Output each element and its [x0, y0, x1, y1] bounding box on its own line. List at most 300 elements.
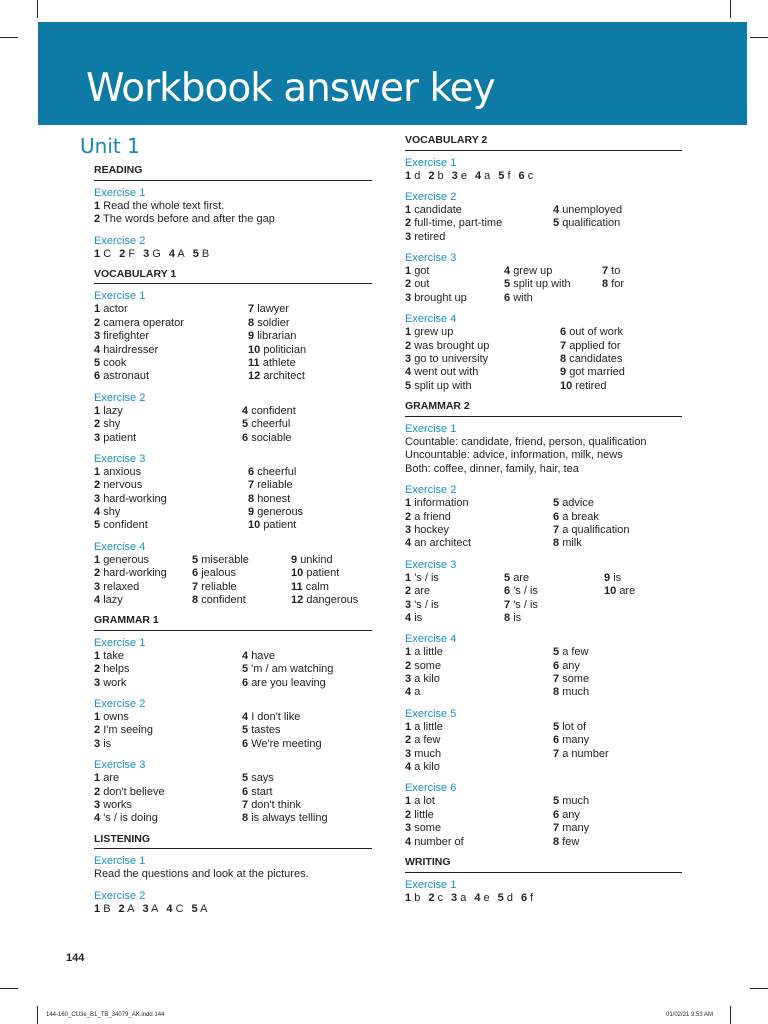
answer-row — [405, 612, 682, 625]
answer-number: 8 — [248, 492, 255, 505]
answer-text: Read the whole text first. — [103, 199, 225, 212]
answer-item — [242, 405, 296, 419]
answer-text: work — [103, 676, 127, 689]
section-heading-vocabulary-2: VOCABULARY 2 — [405, 134, 682, 151]
answer-item — [405, 231, 445, 245]
answer-item — [94, 567, 167, 581]
answer-item — [94, 317, 184, 331]
answer-item — [604, 572, 621, 586]
answer-item — [504, 572, 529, 586]
answer-number: 6 — [248, 465, 255, 478]
answer-text: hockey — [414, 523, 450, 536]
answer-row — [405, 217, 682, 230]
answer-number: 4 — [405, 537, 412, 550]
exercise-title: Exercise 6 — [405, 782, 457, 795]
answer-text: I don't like — [251, 711, 301, 724]
answer-text: a kilo — [414, 673, 440, 686]
answer-number: 3 — [94, 737, 101, 750]
exercise-block — [405, 483, 682, 551]
answer-number: 2 — [405, 659, 412, 672]
answer-item — [94, 200, 372, 214]
answer-item — [405, 809, 434, 823]
answer-row — [405, 585, 682, 598]
answer-text: few — [562, 835, 580, 848]
answer-item — [553, 511, 599, 525]
answer-number: 5 — [504, 278, 511, 291]
answer-row — [94, 248, 372, 261]
answer-number: 6 — [504, 585, 511, 598]
answer-item — [405, 278, 429, 292]
answer-item — [452, 170, 467, 183]
answer-row — [94, 506, 372, 519]
answer-number: 2 — [405, 339, 412, 352]
exercise-title: Exercise 3 — [94, 452, 146, 465]
answer-text: full-time, part-time — [414, 217, 503, 230]
answer-item — [94, 711, 129, 725]
answer-number: 7 — [504, 598, 511, 611]
answer-item — [553, 204, 622, 218]
answer-text: B — [103, 902, 111, 915]
exercise-block — [94, 540, 372, 608]
answer-item — [405, 537, 471, 551]
answer-row — [405, 673, 682, 686]
answer-text: split up with — [513, 278, 571, 291]
answer-row — [405, 231, 682, 244]
answer-number: 1 — [94, 711, 101, 724]
answer-number: 3 — [405, 598, 412, 611]
answer-item — [560, 353, 622, 367]
exercise-block — [405, 878, 682, 905]
answer-row — [94, 344, 372, 357]
answer-text: a lot — [414, 795, 435, 808]
answer-text: unkind — [300, 553, 333, 566]
crop-mark — [730, 0, 731, 18]
answer-text: many — [562, 734, 590, 747]
answer-number: 10 — [248, 343, 261, 356]
answer-number: 6 — [560, 326, 567, 339]
answer-row — [94, 519, 372, 532]
answer-number: 3 — [451, 169, 458, 182]
answer-text: athlete — [262, 356, 296, 369]
answer-row — [94, 405, 372, 418]
exercise-title: Exercise 3 — [94, 759, 146, 772]
answer-item — [94, 248, 111, 261]
answer-text: a number — [562, 747, 609, 760]
answer-number: 6 — [242, 785, 249, 798]
answer-number: 5 — [497, 891, 504, 904]
answer-item — [504, 292, 533, 306]
answer-item — [405, 599, 439, 613]
answer-number: 1 — [405, 265, 412, 278]
answer-number: 4 — [504, 265, 511, 278]
answer-number: 6 — [518, 169, 525, 182]
answer-row — [94, 594, 372, 607]
exercise-title: Exercise 2 — [94, 698, 146, 711]
answer-text: got — [414, 265, 430, 278]
answer-item — [94, 812, 158, 826]
answer-text: information — [414, 497, 469, 510]
answer-text: out — [414, 278, 430, 291]
answer-number: 3 — [405, 523, 412, 536]
answer-text: out of work — [569, 326, 623, 339]
answer-text: d — [506, 891, 513, 904]
answer-item — [504, 278, 571, 292]
answer-item — [498, 170, 510, 183]
answer-text: cheerful — [251, 418, 291, 431]
answer-item — [553, 809, 580, 823]
answer-item — [560, 340, 621, 354]
answer-number: 1 — [94, 465, 101, 478]
answer-item — [405, 660, 441, 674]
answer-number: 4 — [474, 169, 482, 182]
answer-text: a — [414, 686, 421, 699]
answer-item — [291, 554, 333, 568]
answer-number: 7 — [553, 747, 560, 760]
answer-item — [602, 265, 620, 279]
answer-text: 's / is — [513, 585, 538, 598]
answer-number: 6 — [553, 510, 560, 523]
answer-text: went out with — [414, 366, 479, 379]
answer-row — [94, 418, 372, 431]
answer-row — [405, 524, 682, 537]
answer-number: 2 — [118, 902, 125, 915]
unit-title: Unit 1 — [80, 134, 140, 158]
answer-row — [94, 554, 372, 567]
answer-row — [94, 738, 372, 751]
answer-text: A — [177, 247, 185, 260]
answer-number: 6 — [553, 659, 560, 672]
answer-number: 6 — [504, 291, 511, 304]
answer-row — [94, 799, 372, 812]
answer-item — [405, 217, 502, 231]
exercise-title: Exercise 1 — [94, 186, 146, 199]
answer-item — [405, 795, 435, 809]
answer-text: patient — [263, 519, 297, 532]
answer-row — [405, 380, 682, 393]
answer-row — [94, 317, 372, 330]
answer-number: 6 — [192, 567, 199, 580]
answer-text: any — [562, 659, 580, 672]
section-heading-vocabulary-1: VOCABULARY 1 — [94, 268, 372, 285]
answer-item — [428, 892, 443, 905]
answer-text: 'm / am watching — [251, 663, 334, 676]
exercise-title: Exercise 3 — [405, 252, 457, 265]
answer-item — [248, 317, 290, 331]
exercise-title: Exercise 1 — [94, 855, 146, 868]
answer-item — [248, 303, 289, 317]
answer-item — [192, 567, 236, 581]
answer-number: 1 — [94, 649, 101, 662]
exercise-block — [94, 636, 372, 690]
header-banner — [38, 22, 747, 125]
answer-row — [94, 479, 372, 492]
answer-text: generous — [103, 553, 150, 566]
answer-text: have — [251, 649, 276, 662]
answer-number: 4 — [553, 203, 560, 216]
answer-text: C — [103, 247, 112, 260]
answer-number: 3 — [405, 822, 412, 835]
answer-item — [94, 772, 119, 786]
answer-text: A — [200, 902, 208, 915]
answer-text: dangerous — [306, 594, 359, 607]
answer-row — [94, 903, 372, 916]
answer-item — [242, 432, 292, 446]
answer-text: a little — [414, 646, 443, 659]
answer-row — [94, 330, 372, 343]
answer-number: 9 — [604, 571, 611, 584]
answer-text: an architect — [414, 537, 472, 550]
answer-number: 5 — [242, 772, 249, 785]
exercise-block — [405, 781, 682, 849]
answer-item — [405, 497, 469, 511]
answer-text: start — [251, 785, 273, 798]
answer-number: 5 — [192, 247, 199, 260]
answer-row — [405, 836, 682, 849]
answer-text: G — [152, 247, 161, 260]
answer-number: 5 — [504, 571, 511, 584]
answer-item — [405, 673, 440, 687]
answer-text: We're meeting — [251, 737, 322, 750]
answer-number: 3 — [451, 891, 458, 904]
answer-text: firefighter — [103, 330, 150, 343]
answer-text: patient — [103, 431, 137, 444]
answer-number: 3 — [94, 492, 101, 505]
answer-text: I'm seeing — [103, 724, 153, 737]
answer-text: go to university — [414, 353, 489, 366]
answer-text: is always telling — [251, 812, 328, 825]
answer-number: 7 — [192, 580, 199, 593]
answer-text: hairdresser — [103, 343, 159, 356]
answer-number: 8 — [192, 594, 199, 607]
answer-text: c — [527, 169, 534, 182]
answer-text: with — [513, 291, 533, 304]
answer-row — [405, 537, 682, 550]
answer-row — [94, 772, 372, 785]
answer-number: 2 — [119, 247, 126, 260]
answer-number: 2 — [94, 479, 101, 492]
answer-number: 8 — [560, 353, 567, 366]
exercise-block — [405, 190, 682, 244]
answer-row — [405, 721, 682, 734]
answer-number: 4 — [94, 594, 101, 607]
answer-number: 8 — [504, 611, 511, 624]
answer-text: confident — [103, 519, 148, 532]
answer-text: are — [414, 585, 431, 598]
answer-text: a few — [562, 646, 589, 659]
answer-item — [474, 892, 489, 905]
answer-number: 7 — [553, 673, 560, 686]
answer-number: 7 — [560, 339, 567, 352]
answer-item — [94, 213, 372, 227]
answer-number: 2 — [405, 808, 412, 821]
answer-number: 3 — [94, 330, 101, 343]
answer-item — [405, 734, 440, 748]
answer-text: number of — [414, 835, 464, 848]
answer-text: is — [613, 571, 622, 584]
answer-number: 3 — [143, 247, 150, 260]
answer-text: a — [484, 169, 491, 182]
exercise-title: Exercise 2 — [405, 190, 457, 203]
answer-text: tastes — [251, 724, 281, 737]
answer-text: qualification — [562, 217, 621, 230]
answer-item — [405, 463, 682, 477]
answer-number: 8 — [553, 537, 560, 550]
answer-row — [405, 734, 682, 747]
answer-item — [553, 734, 589, 748]
answer-text: politician — [263, 343, 307, 356]
answer-item — [405, 170, 420, 183]
answer-item — [248, 493, 290, 507]
answer-text: much — [562, 795, 590, 808]
answer-number: 5 — [242, 724, 249, 737]
answer-number: 1 — [405, 169, 412, 182]
answer-number: 4 — [242, 404, 249, 417]
answer-item — [94, 786, 165, 800]
answer-row — [405, 292, 682, 305]
answer-text: Read the questions and look at the pictures. — [94, 868, 309, 881]
answer-item — [405, 646, 443, 660]
answer-number: 1 — [405, 571, 412, 584]
answer-item — [94, 466, 141, 480]
answer-item — [94, 519, 148, 533]
answer-item — [405, 585, 430, 599]
answer-text: reliable — [201, 580, 237, 593]
answer-number: 8 — [602, 278, 609, 291]
answer-text: a kilo — [414, 761, 440, 774]
answer-item — [94, 330, 149, 344]
answer-item — [553, 795, 589, 809]
answer-item — [94, 663, 129, 677]
answer-text: are you leaving — [251, 676, 326, 689]
answer-item — [192, 581, 237, 595]
answer-item — [248, 330, 296, 344]
answer-text: hard-working — [103, 567, 167, 580]
answer-item — [242, 812, 328, 826]
exercise-title: Exercise 2 — [94, 234, 146, 247]
answer-number: 5 — [94, 356, 101, 369]
answer-text: e — [460, 169, 467, 182]
answer-row — [94, 581, 372, 594]
answer-item — [405, 511, 451, 525]
answer-number: 3 — [405, 673, 412, 686]
answer-text: reliable — [257, 479, 293, 492]
answer-text: are — [103, 772, 120, 785]
answer-number: 10 — [560, 379, 573, 392]
left-column — [94, 164, 372, 923]
answer-number: 1 — [94, 199, 101, 212]
answer-item — [291, 581, 329, 595]
answer-item — [405, 721, 443, 735]
answer-number: 5 — [553, 497, 560, 510]
exercise-block — [94, 391, 372, 445]
answer-item — [248, 370, 305, 384]
answer-item — [405, 761, 440, 775]
section-heading-writing: WRITING — [405, 856, 682, 873]
answer-number: 1 — [94, 553, 101, 566]
answer-text: is — [103, 737, 112, 750]
answer-number: 6 — [553, 808, 560, 821]
answer-item — [405, 366, 478, 380]
answer-item — [192, 903, 208, 916]
answer-item — [553, 497, 594, 511]
answer-item — [143, 248, 161, 261]
answer-text: 's / is — [414, 598, 439, 611]
answer-item — [405, 353, 488, 367]
answer-item — [242, 650, 275, 664]
answer-text: f — [507, 169, 511, 182]
exercise-title: Exercise 1 — [405, 156, 457, 169]
answer-item — [94, 344, 158, 358]
answer-item — [94, 903, 111, 916]
answer-item — [560, 380, 607, 394]
answer-text: are — [513, 571, 530, 584]
answer-text: patient — [306, 567, 340, 580]
answer-number: 4 — [242, 649, 249, 662]
answer-text: don't believe — [103, 785, 165, 798]
answer-row — [94, 663, 372, 676]
exercise-title: Exercise 4 — [405, 633, 457, 646]
answer-item — [248, 466, 296, 480]
answer-text: actor — [103, 303, 128, 316]
exercise-title: Exercise 4 — [405, 313, 457, 326]
answer-text: grew up — [414, 326, 454, 339]
answer-text: owns — [103, 711, 129, 724]
answer-number: 7 — [242, 799, 249, 812]
answer-text: lazy — [103, 404, 123, 417]
answer-text: sociable — [251, 431, 292, 444]
answer-item — [553, 721, 586, 735]
answer-item — [166, 903, 183, 916]
answer-row — [405, 761, 682, 774]
answer-item — [119, 903, 135, 916]
answer-number: 5 — [498, 169, 505, 182]
answer-text: F — [128, 247, 136, 260]
answer-item — [602, 278, 624, 292]
answer-item — [553, 217, 620, 231]
answer-item — [519, 170, 534, 183]
answer-text: unemployed — [562, 203, 623, 216]
crop-mark — [730, 1006, 731, 1024]
answer-item — [553, 822, 589, 836]
answer-number: 10 — [248, 519, 261, 532]
answer-text: some — [414, 822, 442, 835]
answer-text: 's / is — [513, 598, 538, 611]
answer-number: 4 — [94, 812, 101, 825]
answer-item — [193, 248, 210, 261]
answer-row — [94, 786, 372, 799]
answer-row — [94, 493, 372, 506]
exercise-block — [94, 854, 372, 882]
answer-row — [94, 812, 372, 825]
answer-text: many — [562, 822, 590, 835]
answer-number: 12 — [248, 370, 261, 383]
answer-item — [94, 677, 126, 691]
answer-number: 2 — [405, 217, 412, 230]
answer-text: hard-working — [103, 492, 167, 505]
answer-text: confident — [201, 594, 246, 607]
answer-text: A — [127, 902, 135, 915]
answer-row — [405, 340, 682, 353]
answer-item — [242, 663, 333, 677]
answer-number: 2 — [405, 585, 412, 598]
answer-text: any — [562, 808, 580, 821]
answer-text: a qualification — [562, 523, 630, 536]
answer-item — [405, 748, 441, 762]
answer-text: shy — [103, 418, 121, 431]
answer-item — [94, 738, 111, 752]
page-title: Workbook answer key — [86, 66, 495, 111]
answer-number: 7 — [248, 479, 255, 492]
